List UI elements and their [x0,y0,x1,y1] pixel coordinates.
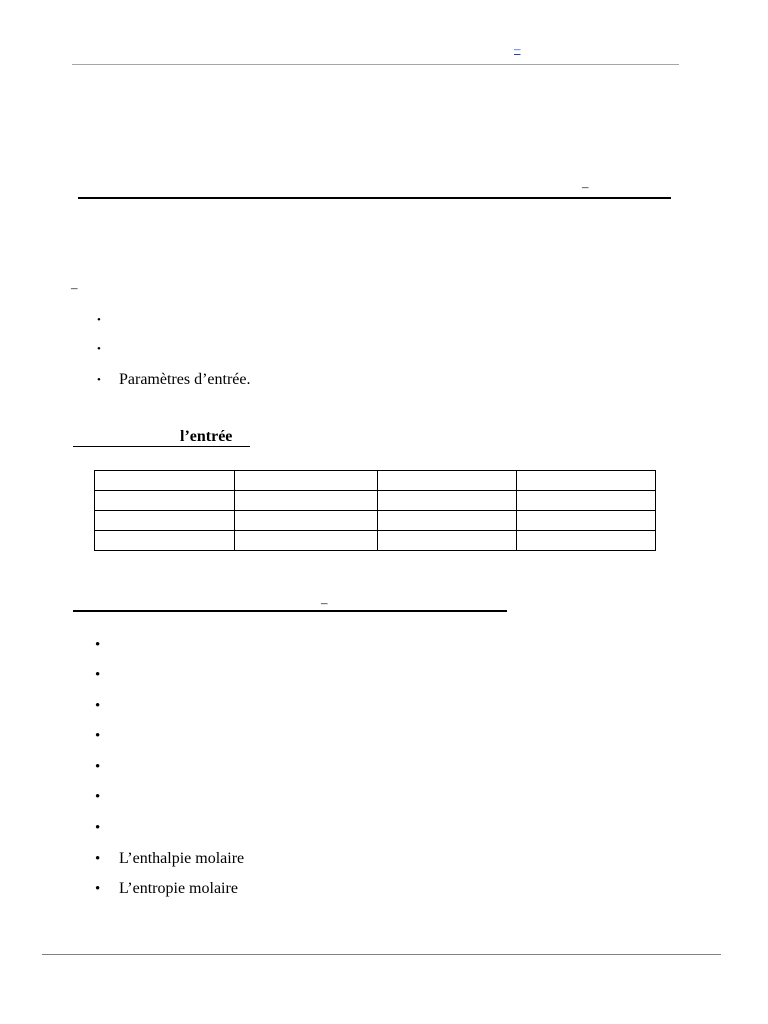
section1-mark: – [582,179,589,194]
table-cell [235,491,378,511]
subsection-mark: – [71,280,78,295]
table-cell [517,531,656,551]
table-cell [517,471,656,491]
bullet-icon: • [95,698,101,714]
list-item-text: L’enthalpie molaire [119,850,245,867]
bullet-icon: • [97,374,101,386]
bullet-icon: • [97,343,101,355]
list-item-text: Paramètres d’entrée. [119,371,251,388]
table-cell [378,531,517,551]
table-row [95,531,656,551]
footer-rule [42,954,721,955]
bullet-icon: • [95,728,101,744]
table-cell [517,511,656,531]
input-table [94,470,656,551]
list-item-text: L’entropie molaire [119,880,238,897]
table-cell [378,491,517,511]
section2-mark: – [321,595,328,610]
table-cell [95,471,235,491]
section1-underline [78,197,671,199]
table-cell [517,491,656,511]
table-cell [95,491,235,511]
header-link-mark[interactable]: – [514,41,521,56]
section2-underline [73,610,507,612]
bullet-icon: • [95,667,101,683]
bullet-icon: • [95,881,101,897]
table-cell [378,471,517,491]
bullet-icon: • [95,637,101,653]
table-cell [235,511,378,531]
table-cell [235,471,378,491]
bullet-icon: • [95,789,101,805]
table-cell [235,531,378,551]
input-heading-underline [73,446,250,447]
table-cell [95,531,235,551]
table-cell [95,511,235,531]
bullet-icon: • [95,820,101,836]
header-rule [72,64,679,65]
table-row [95,511,656,531]
table-cell [378,511,517,531]
bullet-icon: • [95,851,101,867]
bullet-icon: • [97,314,101,326]
bullet-icon: • [95,759,101,775]
table-row [95,471,656,491]
table-row [95,491,656,511]
input-heading-text: l’entrée [180,428,233,445]
